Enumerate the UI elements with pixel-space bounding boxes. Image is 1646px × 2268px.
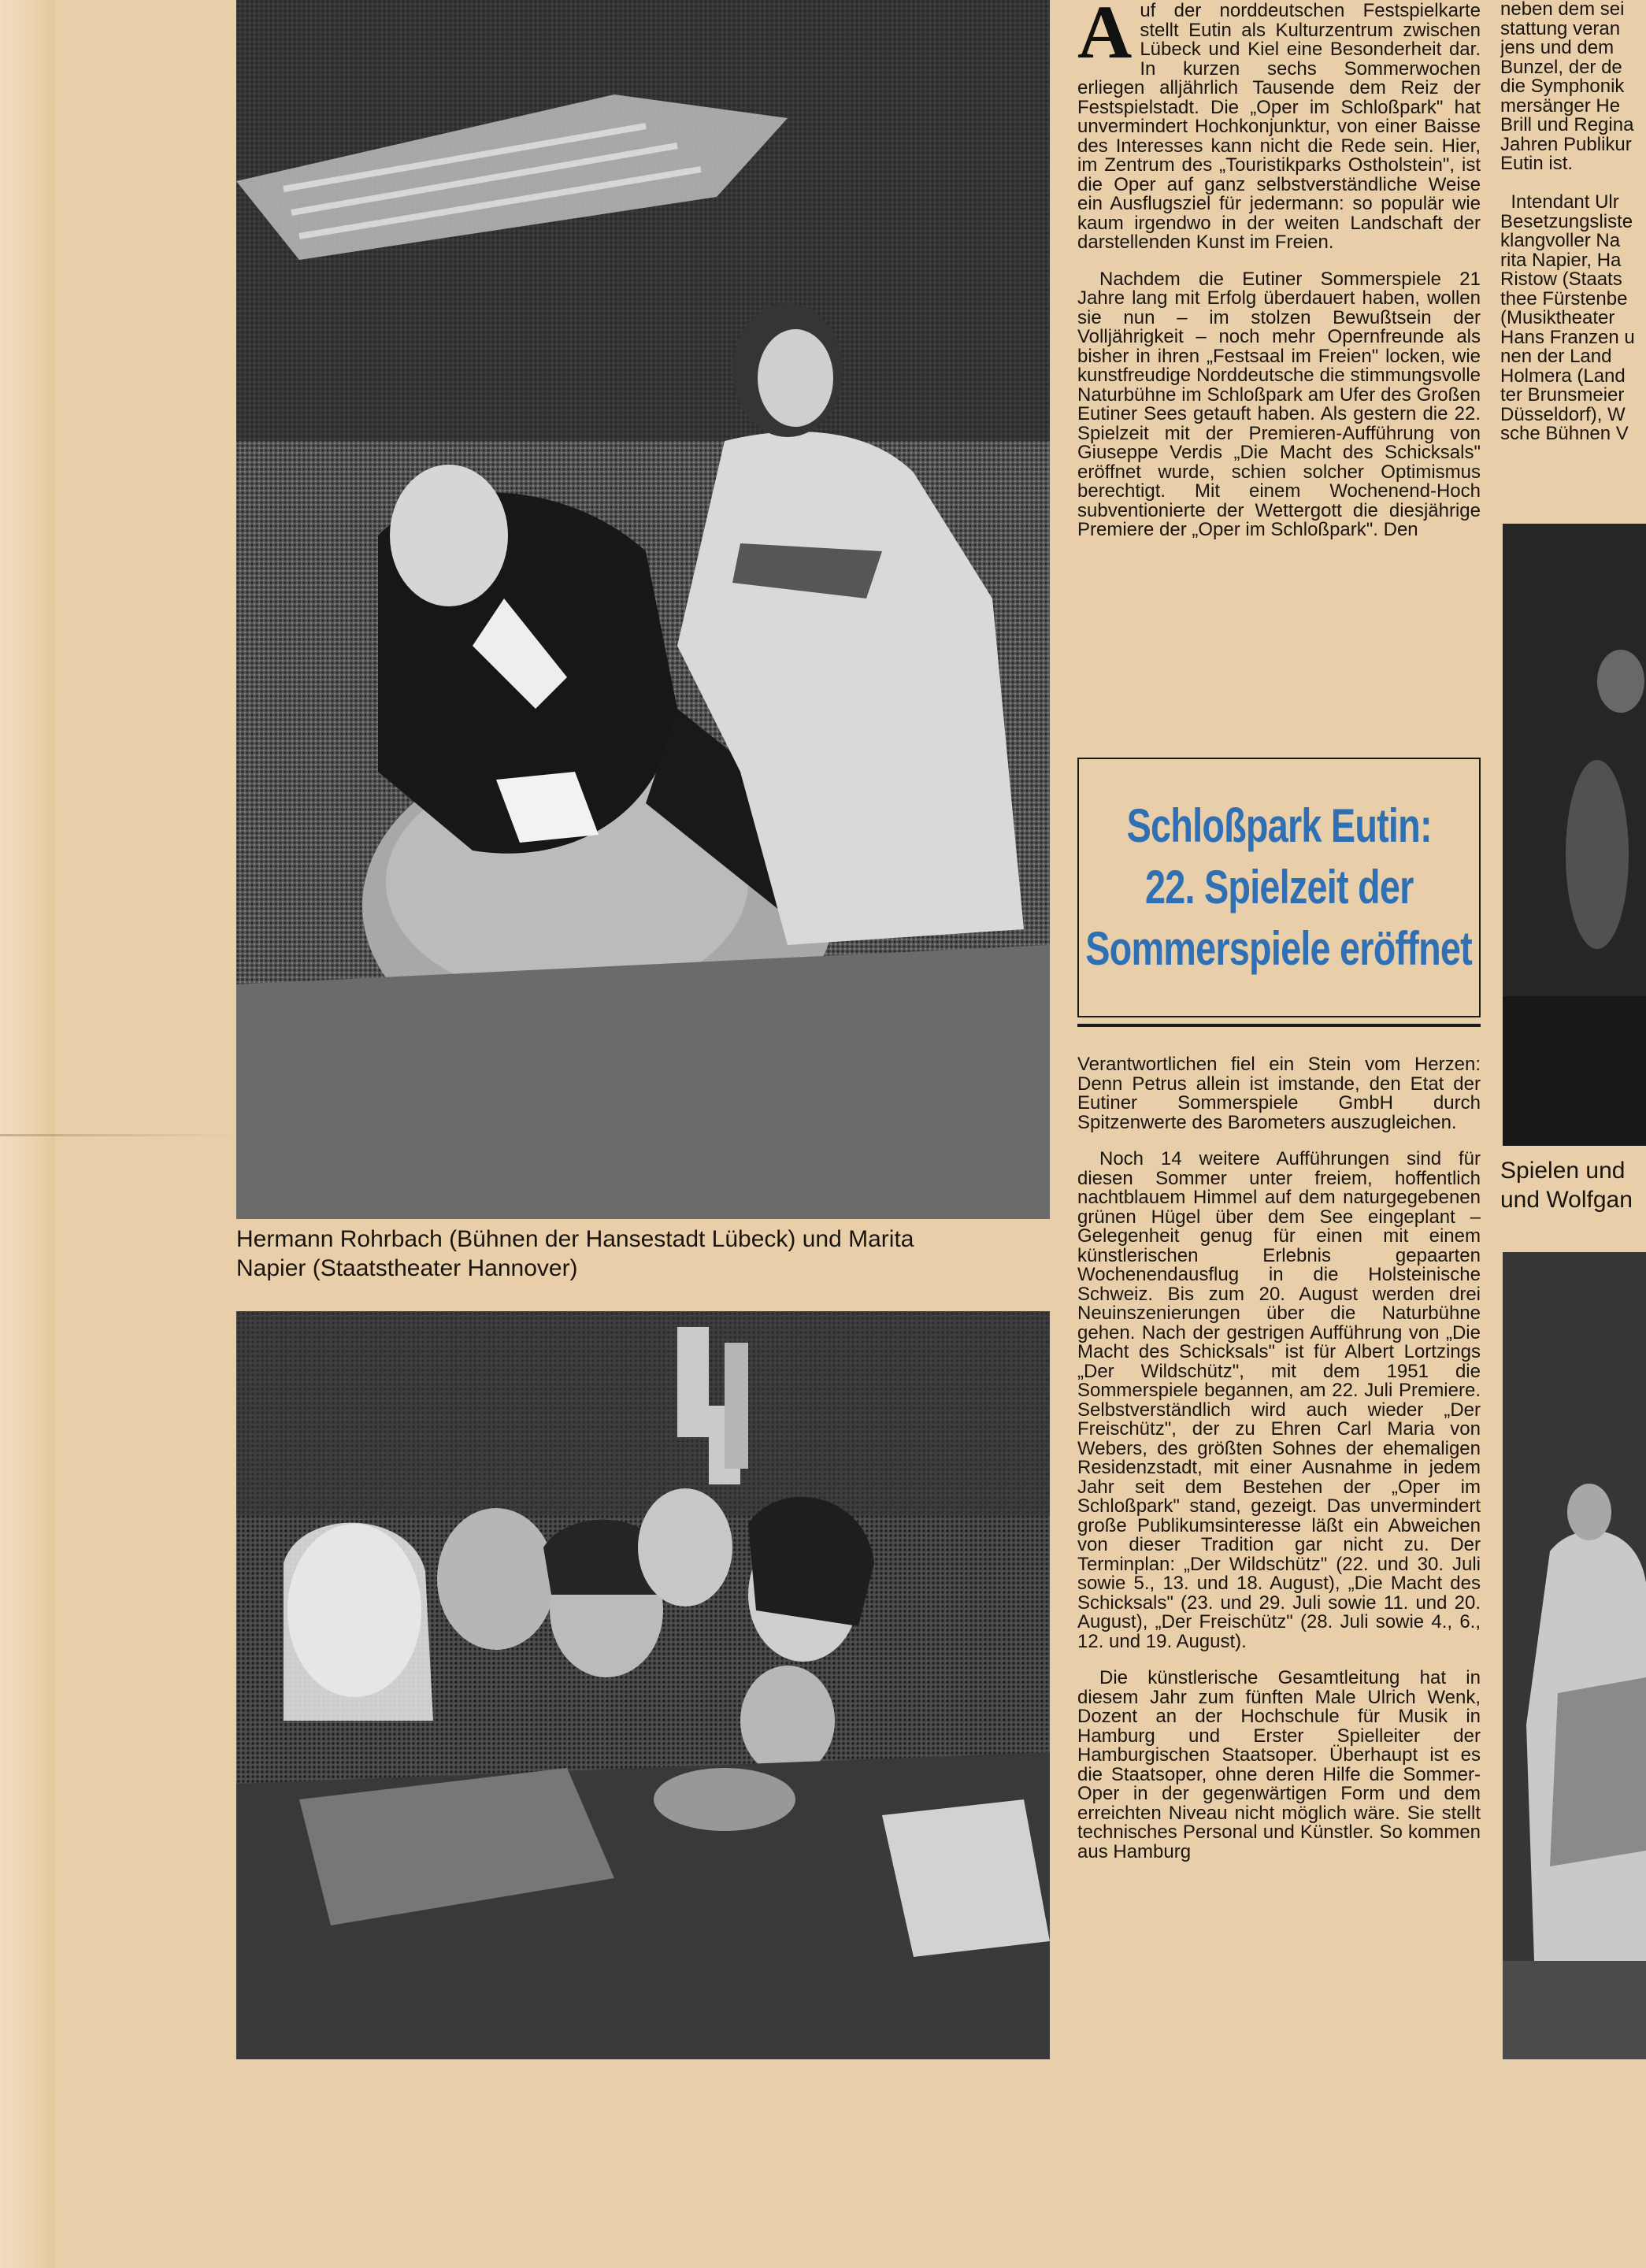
headline-underline (1077, 1024, 1481, 1027)
headline-line-2: 22. Spielzeit der (1144, 861, 1414, 914)
article-col-2 (1077, 1055, 1481, 1879)
headline-box (1077, 758, 1481, 1017)
right-column-text: neben dem sei stattung veran jens und dem Bunzel, der de die Symphonik mersänger He Brill und Regina Jahren Publikur Eutin ist. Intendant Ulr Besetzungsliste klangvoller Na rita Napier, Ha Ristow (Staats thee Fürstenbe (Musiktheater Hans Franzen u nen der Land Holmera (Land ter Brunsmeier Düsseldorf), W sche Bühnen V (1500, 0, 1635, 444)
photo-caption-right: Spielen und und Wolfgan (1500, 1158, 1633, 1213)
photo-right-top (1503, 524, 1646, 1146)
article-paragraph-5: Die künstlerische Gesamtleitung hat in diesem Jahr zum fünften Male Ulrich Wenk, Dozent an der Hochschule für Musik in Hamburg und Erster Spielleiter der Hamburgischen Staatsoper. Überhaupt ist es die Staatsoper, ohne deren Hilfe die Sommer-Oper in der gegenwärtigen Form und dem erreichten Niveau nicht möglich wäre. Sie stellt technisches Personal und Künstler. So kommen aus Hamburg (1077, 1667, 1481, 1862)
article-paragraph-1: uf der norddeutschen Festspielkarte stellt Eutin als Kulturzentrum zwischen Lübeck und Kiel eine Besonderheit dar. In kurzen sechs Sommerwochen erliegen alljährlich Tausende dem Reiz der Festspielstadt. Die „Oper im Schloßpark" hat unvermindert Hochkonjunktur, von einer Baisse des Interesses kann nicht die Rede sein. Hier, im Zentrum des „Touristikparks Ostholstein", ist die Oper auf ganz selbstverständliche Weise ein Ausflugsziel für jedermann: so populär wie kaum irgendwo in der weiten Landschaft der darstellenden Kunst im Freien. (1077, 0, 1481, 253)
photo-performers-rock (236, 0, 1050, 1219)
article-paragraph-3: Verantwortlichen fiel ein Stein vom Herzen: Denn Petrus allein ist imstande, den Etat der Eutiner Sommerspiele GmbH durch Spitzenwerte des Barometers auszugleichen. (1077, 1054, 1481, 1133)
article-paragraph-2: Nachdem die Eutiner Sommerspiele 21 Jahre lang mit Erfolg überdauert haben, wollen sie nun – im stolzen Bewußtsein der Volljährigkeit – noch mehr Opernfreunde als bisher in ihren „Festsaal im Freien" locken, wie kunstfreudige Norddeutsche die stimmungsvolle Naturbühne im Schloßpark am Ufer des Großen Eutiner Sees getauft haben. Als gestern die 22. Spielzeit mit der Premieren-Aufführung von Giuseppe Verdis „Die Macht des Schicksals" eröffnet wurde, schien solcher Optimismus berechtigt. Mit einem Wochenend-Hoch subventionierte der Wettergott die diesjährige Premiere der „Oper im Schloßpark". Den (1077, 268, 1481, 540)
article-paragraph-4: Noch 14 weitere Aufführungen sind für diesen Sommer unter freiem, hoffentlich nachtblauem Himmel auf dem naturgegebenen grünen Hügel über dem See eingeplant – Gelegenheit genug für einen mit einem künstlerischen Erlebnis gepaarten Wochenendausflug in die Holsteinische Schweiz. Bis zum 20. August werden drei Neuinszenierungen über die Naturbühne gehen. Nach der gestrigen Aufführung von „Die Macht des Schicksals" ist für Albert Lortzings „Der Wildschütz", mit dem 1951 die Sommerspiele begannen, am 22. Juli Premiere. Selbstverständlich wird auch wieder „Der Freischütz", der zu Ehren Carl Maria von Webers, des größten Sohnes der ehemaligen Residenzstadt, mit einer Ausnahme in jedem Jahr seit dem Bestehen der „Oper im Schloßpark" stand, gezeigt. Das unvermindert große Publikumsinteresse läßt ein Abweichen von dieser Tradition gar nicht zu. Der Terminplan: „Der Wildschütz" (22. und 30. Juli sowie 5., 13. und 18. August), „Die Macht des Schicksals" (23. und 29. Juli sowie 11. und 20. August), „Der Freischütz" (28. Juli sowie 4., 6., 12. und 19. August). (1077, 1148, 1481, 1652)
headline-line-3: Sommerspiele eröffnet (1085, 922, 1473, 975)
dropcap-letter: A (1077, 0, 1133, 74)
photo-caption-1: Hermann Rohrbach (Bühnen der Hansestadt Lübeck) und Marita Napier (Staatstheater Hannover) (236, 1226, 914, 1281)
article-col-1 (1077, 2, 1481, 558)
headline-line-1: Schloßpark Eutin: (1126, 799, 1432, 852)
photo-right-bottom (1503, 1252, 1646, 2059)
photo-crowd (236, 1311, 1050, 2059)
paper-fold (0, 1134, 236, 1136)
